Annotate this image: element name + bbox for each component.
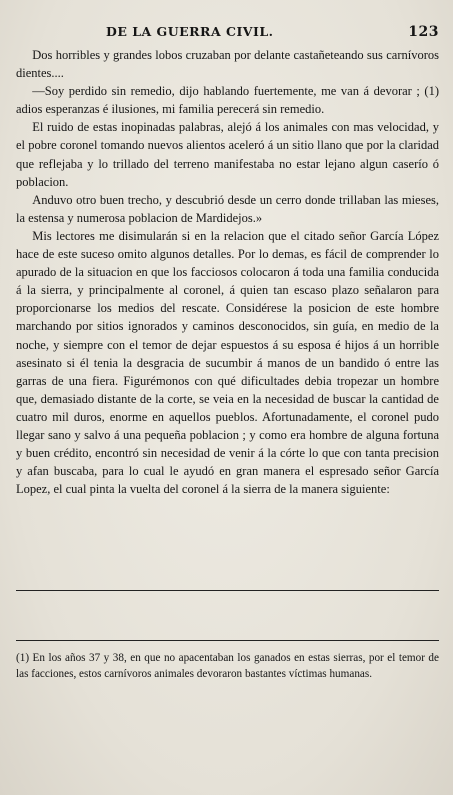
footnote-rule (16, 640, 439, 641)
paragraph: Anduvo otro buen trecho, y descubrió desde un cerro donde trillaban las mieses, la estensa y numerosa poblacion de Mardidejos.» (16, 192, 439, 225)
main-text (16, 46, 439, 498)
footnote-rule-top (16, 590, 439, 591)
running-title: DE LA GUERRA CIVIL. (106, 24, 274, 39)
paragraph: —Soy perdido sin remedio, dijo hablando fuertemente, me van á devorar ; (1) adios esperanzas é ilusiones, mi familia perecerá sin remedio. (16, 84, 439, 117)
paragraph: Dos horribles y grandes lobos cruzaban por delante castañeteando sus carnívoros dientes.... (16, 48, 439, 81)
footnote: (1) En los años 37 y 38, en que no apacentaban los ganados en estas sierras, por el temor de las facciones, estos carnívoros animales devoraron bastantes víctimas humanas. (16, 652, 439, 680)
page-number: 123 (408, 24, 439, 40)
paragraph: El ruido de estas inopinadas palabras, alejó á los animales con mas velocidad, y el pobre coronel tomando nuevos alientos aceleró á un sitio llano que por la claridad que reflejaba y lo trillado del terreno manifestaba no estar lejano algun caserío ó poblacion. (16, 120, 439, 189)
paragraph: Mis lectores me disimularán si en la relacion que el citado señor García López hace de este suceso omito algunos detalles. Por lo demas, es fácil de comprender lo apurado de la situacion en que los facciosos colocaron á toda una familia conducida á la sierra, y principalmente al coronel, á quien tan escaso plazo señalaron para proporcionarse los medios del rescate. Considérese la posicion de este hombre marchando por sitios ignorados y caminos desconocidos, sin guía, en medio de la noche, y siempre con el temor de dejar espuestos á su esposa é hijos á un horrible asesinato si él tenia la desgracia de sucumbir á manos de un bandido ó entre las garras de una fiera. Figurémonos con qué dificultades debia tropezar un hombre que, demasiado distante de la corte, se veia en la necesidad de buscar la cantidad de cuatro mil duros, enorme en aquellos pueblos. Afortunadamente, el coronel pudo llegar sano y salvo á una pequeña poblacion ; y como era hombre de alguna fortuna y buen crédito, encontró sin necesidad de venir á la córte lo que con tanta precision y afan buscaba, para lo cual le ayudó en gran manera el espresado señor García Lopez, el cual pinta la vuelta del coronel á la sierra de la manera siguiente: (16, 228, 439, 497)
running-header (16, 24, 439, 44)
